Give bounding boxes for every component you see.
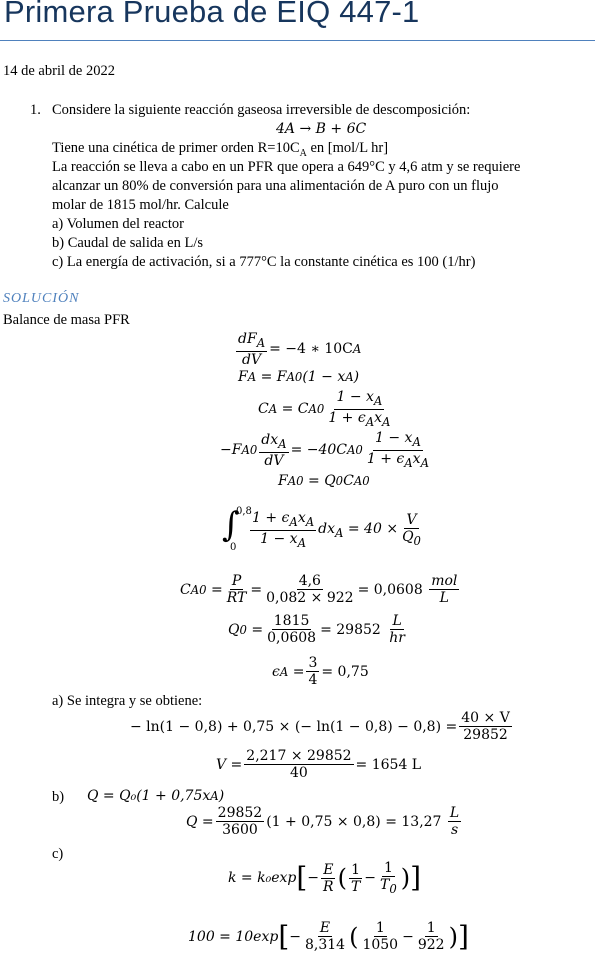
part-c-label: c) (52, 846, 64, 862)
part-a-label: a) Se integra y se obtiene: (52, 693, 203, 709)
eq-integral: ∫ 0,8 0 $\frac{1 + \epsilon_Ax_A}{1 - x_A}$ $dx_A = 40$ × $\frac{V}{Q_0}$ (222, 505, 421, 553)
integral-sign: ∫ (222, 505, 240, 545)
problem-kinetics: Tiene una cinética de primer orden $R=10C_A$ en [mol/L hr] (52, 140, 389, 159)
page-title: Primera Prueba de EIQ 447-1 (4, 0, 420, 29)
problem-item-a: a) Volumen del reactor (52, 216, 184, 232)
part-b-label: b) (52, 789, 65, 805)
problem-item-b: b) Caudal de salida en L/s (52, 235, 203, 251)
problem-number: 1. (30, 102, 41, 118)
problem-item-c: c) La energía de activación, si a 777°C la constante cinética es 100 (1/hr) (52, 254, 476, 270)
problem-statement-line-3: molar de 1815 mol/hr. Calcule (52, 197, 229, 213)
eq-design: −F A0 $\frac{dx_A}{dV}$ = −40C A0 $\frac{1 - x_A}{1 + \epsilon_Ax_A}$ (220, 430, 429, 470)
problem-statement-line-1: La reacción se lleva a cabo en un PFR que opera a 649°C y 4,6 atm y se requiere (52, 159, 521, 175)
eq-epsilon: ϵ A = $\frac{3}{4}$ = 0,75 (272, 655, 369, 688)
eq-volume: V = $\frac{2,217 \times 29852}{40}$ = 1654 L (216, 748, 422, 781)
eq-part-a-integrated: − ln(1 − 0,8) + 0,75 × (− ln(1 − 0,8) − 0,8) = $\frac{40 \times V}{29852}$ (130, 710, 510, 743)
eq-q0: Q 0 = $\frac{1815}{0,0608}$ = 29852 $\frac{L}{hr}$ (228, 613, 405, 646)
eq-molar-flow: F A = F A0 (1 − x A ) (238, 369, 360, 385)
reaction-equation: 4A → B + 6C (276, 121, 367, 137)
integral-upper-limit: 0,8 (236, 506, 252, 517)
title-underline (0, 40, 595, 41)
eq-arrhenius-substituted: 100 = 10exp [ − $\frac{E}{8,314}$ ( $\frac{1}{1050}$ − $\frac{1}{922}$ ) ] (188, 919, 469, 953)
eq-outlet-flow: Q = $\frac{29852}{3600}$ (1 + 0,75 × 0,8) = 13,27 $\frac{L}{s}$ (186, 805, 460, 838)
eq-cao: C A0 = $\frac{P}{RT}$ = $\frac{4,6}{0,082 \times 922}$ = 0,0608 $\frac{\text{mol}}{L}$ (180, 573, 458, 606)
eq-arrhenius: k = k₀exp [ − $\frac{E}{R}$ ( $\frac{1}{T}$ − $\frac{1}{T_0}$ ) ] (228, 860, 422, 896)
problem-intro: Considere la siguiente reacción gaseosa irreversible de descomposición: (52, 102, 471, 118)
eq-feed: F A0 = Q 0 C A0 (278, 473, 370, 489)
document-date: 14 de abril de 2022 (3, 63, 115, 79)
eq-concentration: C A = C A0 $\frac{1 - x_A}{1 + \epsilon_Ax_A}$ (258, 389, 391, 429)
solution-heading: SOLUCIÓN (3, 291, 80, 306)
solution-balance-label: Balance de masa PFR (3, 312, 130, 328)
problem-statement-line-2: alcanzar un 80% de conversión para una alimentación de A puro con un flujo (52, 178, 499, 194)
integral-lower-limit: 0 (230, 542, 237, 553)
eq-part-b-flow: Q = Q₀(1 + 0,75x A ) (87, 788, 225, 804)
eq-mass-balance: $\frac{dF_A}{dV}$ = −4 ∗ 10C A (238, 331, 362, 368)
